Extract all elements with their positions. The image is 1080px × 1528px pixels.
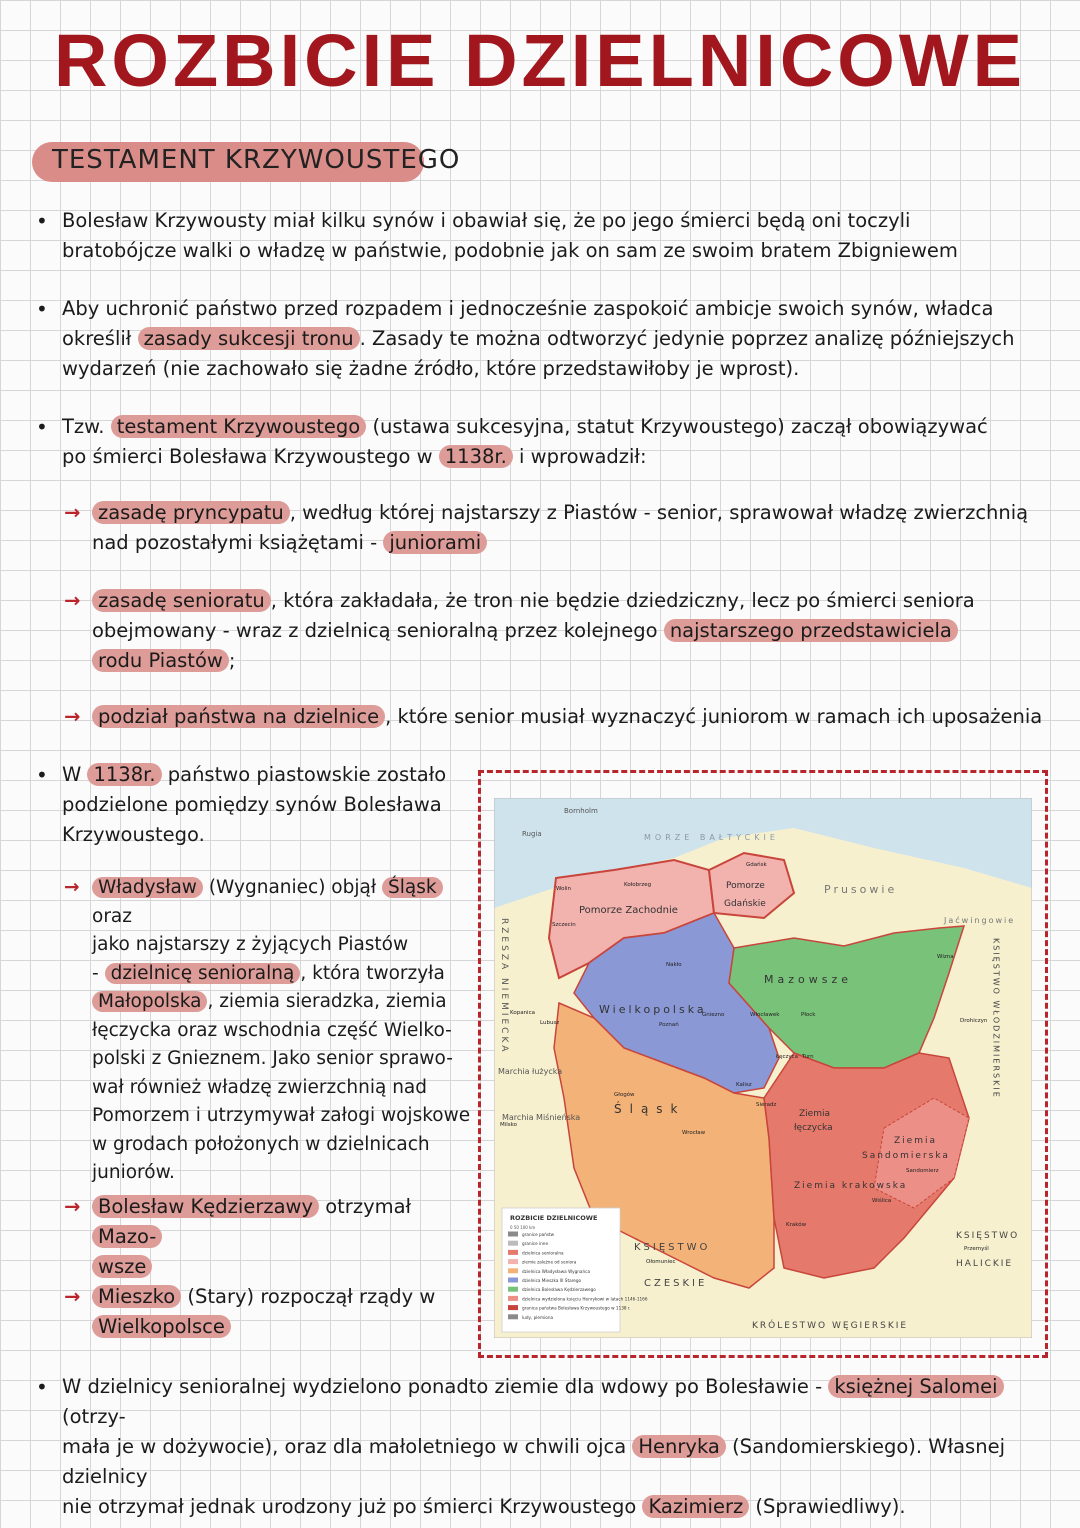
city-label: Kraków [786, 1222, 807, 1228]
map-label-marchia-misnienska: Marchia Miśnieńska [502, 1113, 581, 1122]
city-label: Przemyśl [964, 1246, 989, 1252]
legend-item-label: ludy, plemiona [522, 1314, 554, 1320]
city-label: Gdańsk [746, 862, 767, 868]
map-label-prusowie: Prusowie [824, 883, 898, 896]
city-label: Głogów [614, 1092, 635, 1098]
city-label: Kopanica [510, 1010, 535, 1016]
bullet-icon: • [36, 1375, 48, 1399]
legend-item-label: dzielnica wydzielona księciu Henrykowi w latach 1146-1166 [522, 1296, 648, 1302]
highlight-mieszko: Mieszko [92, 1285, 181, 1308]
paragraph-2-line-2: określił zasady sukcesji tronu . Zasady te można odtworzyć jedynie poprzez analizę późniejszych [62, 327, 1015, 350]
highlight-succession-rules: zasady sukcesji tronu [138, 327, 360, 350]
legend-item-label: ziemie zależne od seniora [522, 1259, 577, 1265]
city-label: Włocławek [750, 1012, 780, 1018]
city-label: Milsko [500, 1122, 518, 1128]
city-label: Szczecin [552, 922, 576, 928]
arrow-item-mieszko: → Mieszko (Stary) rozpoczął rządy w Wielkopolsce [92, 1282, 478, 1342]
highlight-boleslaw: Bolesław Kędzierzawy [92, 1195, 319, 1218]
map-label-pomorze-gdanskie-2: Gdańskie [724, 899, 766, 909]
paragraph-1 [36, 206, 1072, 266]
highlight-seniorat: zasadę senioratu [92, 589, 271, 612]
map-label-mazowsze: Mazowsze [764, 973, 853, 986]
paragraph-5: • W dzielnicy senioralnej wydzielono ponadto ziemie dla wdowy po Bolesławie - księżnej Salomei (otrzy- mała je w dożywocie), oraz dla małoletniego w chwili ojca Henryka (Sandomierskiego). Własnej dzielnicy nie otrzymał jednak urodzony już po śmierci Krzywoustego Kazimierz (Sprawiedliwy). [62, 1372, 1072, 1522]
map-label-wegry: KRÓLESTWO WĘGIERSKIE [752, 1321, 909, 1331]
bullet-icon: • [36, 415, 48, 439]
highlight-malopolska: Małopolska [92, 991, 207, 1012]
map-label-ksiestwo-czeskie-1: KSIĘSTWO [634, 1242, 711, 1253]
legend-swatch [508, 1250, 518, 1255]
legend-title: ROZBICIE DZIELNICOWE [510, 1214, 598, 1222]
city-label: Kalisz [736, 1082, 752, 1088]
city-label: Łęczyca [776, 1054, 799, 1060]
highlight-kazimierz: Kazimierz [642, 1495, 749, 1518]
highlight-henryk: Henryka [632, 1435, 725, 1458]
highlight-year: 1138r. [439, 445, 513, 468]
legend-swatch [508, 1259, 518, 1264]
paragraph-1-line-2: bratobójcze walki o władzę w państwie, podobnie jak on sam ze swoim bratem Zbigniewem [62, 239, 958, 262]
highlight-salomea: księżnej Salomei [828, 1375, 1003, 1398]
city-label: Wolin [556, 886, 572, 892]
legend-swatch [508, 1296, 518, 1301]
paragraph-2-line-1: Aby uchronić państwo przed rozpadem i jednocześnie zaspokoić ambicje swoich synów, władca [62, 297, 994, 320]
map-label-slask: Śląsk [614, 1102, 686, 1116]
highlight-mazowsze-2: wsze [92, 1255, 152, 1278]
map-label-marchia-luzycka: Marchia łużycka [498, 1067, 563, 1076]
city-label: Drohiczyn [960, 1018, 988, 1024]
map-label-rzesza: RZESZA NIEMIECKA [499, 918, 509, 1055]
highlight-pryncypat: zasadę pryncypatu [92, 501, 290, 524]
paragraph-3-line-2: po śmierci Bolesława Krzywoustego w 1138r. i wprowadził: [62, 445, 647, 468]
highlight-wladyslaw: Władysław [92, 877, 203, 898]
city-label: Turn [802, 1054, 814, 1060]
map-label-ksiestwo-halickie-1: KSIĘSTWO [956, 1231, 1020, 1241]
arrow-right-icon: → [64, 1285, 81, 1308]
map-label-leczycka-1: Ziemia [799, 1109, 830, 1119]
paragraph-3-line-1: Tzw. testament Krzywoustego (ustawa sukcesyjna, statut Krzywoustego) zaczął obowiązywać [62, 415, 988, 438]
page-title: ROZBICIE DZIELNICOWE [53, 19, 1027, 102]
map-label-wlodzimierskie: KSIĘSTWO WŁODZIMIERSKIE [991, 938, 1001, 1099]
bullet-icon: • [36, 209, 48, 233]
city-label: Sieradz [756, 1102, 777, 1108]
legend-item-label: granica państwa Bolesława Krzywoustego w 1138 r. [522, 1305, 631, 1311]
highlight-juniorami: juniorami [383, 531, 487, 554]
paragraph-4: • W 1138r. państwo piastowskie zostało podzielone pomiędzy synów Bolesława Krzywoustego. [62, 760, 472, 850]
legend-item-label: granice państw [522, 1232, 555, 1237]
city-label: Ołomuniec [646, 1259, 676, 1265]
arrow-item-boleslaw: → Bolesław Kędzierzawy otrzymał Mazo- wsze [92, 1192, 478, 1282]
city-label: Lubusz [540, 1020, 560, 1026]
arrow-item-wladyslaw: → Władysław (Wygnaniec) objął Śląsk oraz jako najstarszy z żyjących Piastów - dzielnicę senioralną , która tworzyła Małopolska , ziemia sieradzka, ziemia łęczycka oraz wschodnia część Wielko- polski z Gnieznem. Jako senior sprawo- wał również władzę zwierzchnią nad Pomorzem i utrzymywał załogi wojskowe w grodach położonych w dzielnicach juniorów. [92, 874, 478, 1188]
legend-item-label: dzielnica senioralna [522, 1250, 564, 1256]
city-label: Nakło [666, 962, 682, 968]
map-svg [494, 798, 1032, 1338]
paragraph-3 [36, 412, 1072, 472]
highlight-wielkopolska: Wielkopolsce [92, 1315, 231, 1338]
city-label: Kołobrzeg [624, 882, 652, 888]
arrow-right-icon: → [64, 501, 81, 524]
city-label: Wiślica [872, 1198, 892, 1204]
arrow-item-pryncypat: → zasadę pryncypatu , według której najstarszy z Piastów - senior, sprawował władzę zwierzchnią nad pozostałymi książętami - juniorami [92, 498, 1072, 558]
highlight-testament: testament Krzywoustego [111, 415, 367, 438]
map-label-sandomierska-1: Ziemia [894, 1136, 937, 1146]
section-heading: TESTAMENT KRZYWOUSTEGO [52, 145, 461, 175]
highlight-rod-piastow: rodu Piastów [92, 649, 229, 672]
map-label-bornholm: Bornholm [564, 807, 598, 815]
legend-scale: 0 50 100 km [510, 1225, 536, 1230]
city-label: Wizna [937, 954, 954, 960]
legend-item-label: granice inne [522, 1241, 549, 1247]
arrow-right-icon: → [64, 705, 81, 728]
paragraph-2 [36, 294, 1072, 384]
city-label: Płock [801, 1012, 816, 1018]
map-label-sea: MORZE BAŁTYCKIE [644, 833, 779, 842]
legend-item-label: dzielnica Władysława Wygnańca [522, 1268, 591, 1274]
highlight-podzial: podział państwa na dzielnice [92, 705, 385, 728]
legend-swatch [508, 1241, 518, 1246]
map-label-pomorze-gdanskie-1: Pomorze [726, 881, 765, 891]
map-label-rugia: Rugia [522, 830, 542, 838]
map [494, 798, 1032, 1338]
legend-swatch [508, 1287, 518, 1292]
bullet-icon: • [36, 763, 48, 787]
map-label-wielkopolska: Wielkopolska [599, 1003, 707, 1016]
city-label: Gniezno [702, 1012, 725, 1018]
map-label-sandomierska-2: Sandomierska [862, 1151, 950, 1161]
highlight-dzielnica-senioralna: dzielnicę senioralną [105, 963, 301, 984]
legend-item-label: dzielnica Bolesława Kędzierzawego [522, 1287, 596, 1293]
arrow-item-seniorat: → zasadę senioratu , która zakładała, że tron nie będzie dziedziczny, lecz po śmierci seniora obejmowany - wraz z dzielnicą senioralną przez kolejnego najstarszego przedstawiciela rodu Piastów ; [92, 586, 1072, 676]
highlight-mazowsze: Mazo- [92, 1225, 162, 1248]
paragraph-2-line-3: wydarzeń (nie zachowało się żadne źródło, które przedstawiłoby je wprost). [62, 357, 800, 380]
highlight-year-2: 1138r. [87, 763, 161, 786]
legend-item-label: dzielnica Mieszka III Starego [522, 1278, 582, 1283]
arrow-right-icon: → [64, 589, 81, 612]
map-label-krakowska: Ziemia krakowska [794, 1181, 908, 1191]
highlight-najstarszy: najstarszego przedstawiciela [664, 619, 958, 642]
legend-swatch [508, 1232, 518, 1237]
highlight-slask: Śląsk [382, 877, 443, 898]
map-label-ksiestwo-halickie-2: HALICKIE [956, 1259, 1014, 1269]
paragraph-1-line-1: Bolesław Krzywousty miał kilku synów i obawiał się, że po jego śmierci będą oni toczyli [62, 209, 911, 232]
map-label-leczycka-2: łęczycka [794, 1123, 833, 1133]
legend-swatch [508, 1314, 518, 1319]
map-label-ksiestwo-czeskie-2: CZESKIE [644, 1278, 708, 1289]
map-label-jacwingowie: Jaćwingowie [944, 916, 1016, 925]
city-label: Poznań [659, 1022, 679, 1028]
legend-swatch [508, 1305, 518, 1310]
legend-swatch [508, 1278, 518, 1283]
city-label: Wrocław [682, 1130, 706, 1136]
arrow-right-icon: → [64, 1195, 81, 1218]
arrow-right-icon: → [64, 877, 80, 898]
legend-swatch [508, 1268, 518, 1273]
map-label-pomorze-zachodnie: Pomorze Zachodnie [579, 905, 678, 916]
bullet-icon: • [36, 297, 48, 321]
city-label: Sandomierz [906, 1168, 939, 1174]
arrow-item-podzial: → podział państwa na dzielnice , które senior musiał wyznaczyć juniorom w ramach ich uposażenia [92, 702, 1072, 732]
